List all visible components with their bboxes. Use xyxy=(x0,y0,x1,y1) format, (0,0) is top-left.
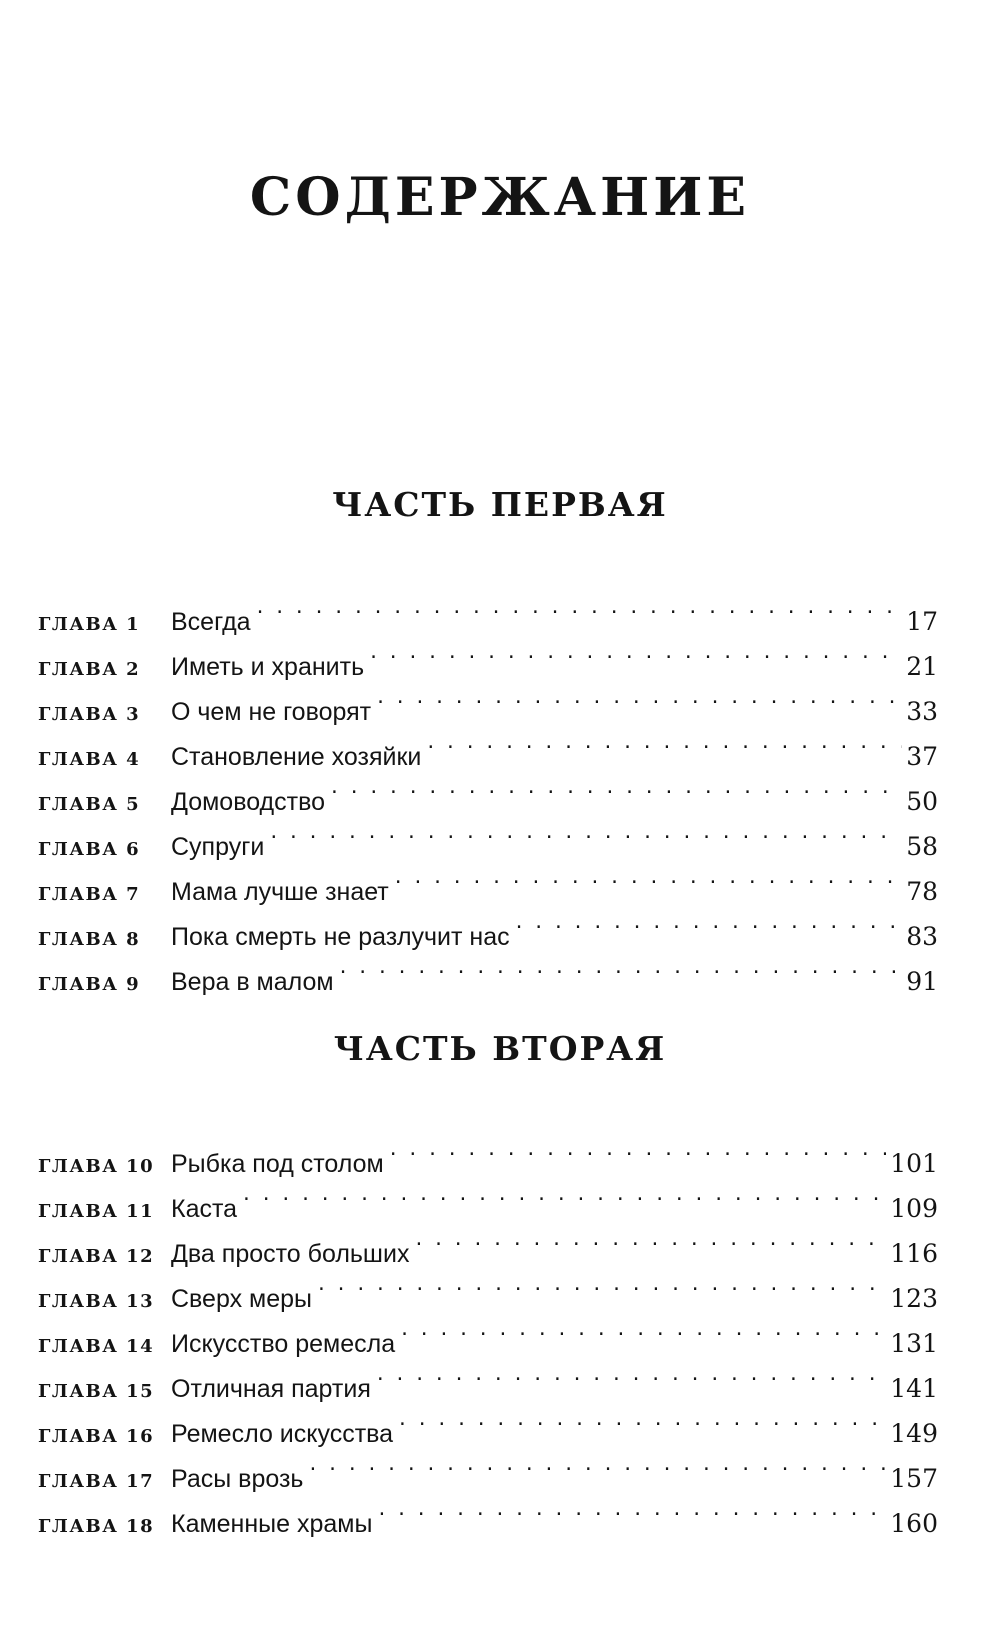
dot-leader xyxy=(329,765,902,810)
chapter-title: Становление хозяйки xyxy=(171,743,422,771)
dot-leader xyxy=(376,1487,886,1532)
chapter-label: ГЛАВА 12 xyxy=(38,1246,155,1267)
page-number: 37 xyxy=(906,742,938,771)
chapter-label: ГЛАВА 16 xyxy=(38,1426,155,1447)
part-heading-second: ЧАСТЬ ВТОРАЯ xyxy=(333,1029,667,1068)
dot-leader xyxy=(255,585,903,630)
page-number: 17 xyxy=(906,607,938,636)
chapter-title: Всегда xyxy=(171,608,251,636)
dot-leader xyxy=(514,900,903,945)
dot-leader xyxy=(375,675,902,720)
dot-leader xyxy=(307,1442,886,1487)
page-number: 91 xyxy=(906,967,938,996)
chapter-title: Искусство ремесла xyxy=(171,1330,396,1358)
chapter-title: Мама лучше знает xyxy=(171,878,389,906)
chapter-title: Пока смерть не разлучит нас xyxy=(171,923,510,951)
page-number: 83 xyxy=(906,922,938,951)
dot-leader xyxy=(338,945,903,990)
chapter-title: Два просто больших xyxy=(171,1240,410,1268)
page-number: 33 xyxy=(906,697,938,726)
chapter-title: Рыбка под столом xyxy=(171,1150,384,1178)
page-number: 21 xyxy=(906,652,938,681)
dot-leader xyxy=(388,1127,887,1172)
page-number: 149 xyxy=(890,1419,938,1448)
page-number: 157 xyxy=(890,1464,938,1493)
chapter-list-part-1 xyxy=(38,585,938,996)
chapter-title: Каста xyxy=(171,1195,238,1223)
chapter-label: ГЛАВА 2 xyxy=(38,659,141,680)
page-number: 131 xyxy=(890,1329,938,1358)
page-number: 141 xyxy=(890,1374,938,1403)
chapter-title: Супруги xyxy=(171,833,265,861)
chapter-title: О чем не говорят xyxy=(171,698,372,726)
chapter-label: ГЛАВА 6 xyxy=(38,839,141,860)
chapter-title: Вера в малом xyxy=(171,968,334,996)
chapter-title: Расы врозь xyxy=(171,1465,304,1493)
dot-leader xyxy=(316,1262,886,1307)
chapter-label: ГЛАВА 3 xyxy=(38,704,141,725)
dot-leader xyxy=(399,1307,886,1352)
page-number: 116 xyxy=(890,1239,938,1268)
chapter-label: ГЛАВА 8 xyxy=(38,929,141,950)
dot-leader xyxy=(268,810,902,855)
dot-leader xyxy=(397,1397,886,1442)
toc-entry xyxy=(38,1127,938,1178)
page-number: 50 xyxy=(906,787,938,816)
page-title: СОДЕРЖАНИЕ xyxy=(249,167,751,228)
dot-leader xyxy=(393,855,902,900)
chapter-title: Иметь и хранить xyxy=(171,653,365,681)
page-number: 58 xyxy=(906,832,938,861)
page-number: 160 xyxy=(890,1509,938,1538)
chapter-label: ГЛАВА 10 xyxy=(38,1156,155,1177)
chapter-title: Отличная партия xyxy=(171,1375,371,1403)
chapter-label: ГЛАВА 5 xyxy=(38,794,141,815)
dot-leader xyxy=(413,1217,886,1262)
chapter-label: ГЛАВА 15 xyxy=(38,1381,155,1402)
chapter-label: ГЛАВА 1 xyxy=(38,614,141,635)
toc-entry xyxy=(38,585,938,636)
dot-leader xyxy=(368,630,902,675)
page-number: 109 xyxy=(890,1194,938,1223)
chapter-label: ГЛАВА 14 xyxy=(38,1336,155,1357)
chapter-label: ГЛАВА 18 xyxy=(38,1516,155,1537)
part-heading-first: ЧАСТЬ ПЕРВАЯ xyxy=(332,485,668,524)
chapter-label: ГЛАВА 11 xyxy=(38,1201,155,1222)
chapter-list-part-2 xyxy=(38,1127,938,1538)
page-number: 78 xyxy=(906,877,938,906)
chapter-label: ГЛАВА 9 xyxy=(38,974,141,995)
chapter-label: ГЛАВА 13 xyxy=(38,1291,155,1312)
page-number: 101 xyxy=(890,1149,938,1178)
dot-leader xyxy=(241,1172,886,1217)
dot-leader xyxy=(425,720,902,765)
page-number: 123 xyxy=(890,1284,938,1313)
chapter-label: ГЛАВА 17 xyxy=(38,1471,155,1492)
chapter-title: Сверх меры xyxy=(171,1285,312,1313)
chapter-title: Ремесло искусства xyxy=(171,1420,394,1448)
chapter-label: ГЛАВА 7 xyxy=(38,884,141,905)
chapter-title: Домоводство xyxy=(171,788,326,816)
chapter-label: ГЛАВА 4 xyxy=(38,749,141,770)
chapter-title: Каменные храмы xyxy=(171,1510,373,1538)
dot-leader xyxy=(375,1352,886,1397)
